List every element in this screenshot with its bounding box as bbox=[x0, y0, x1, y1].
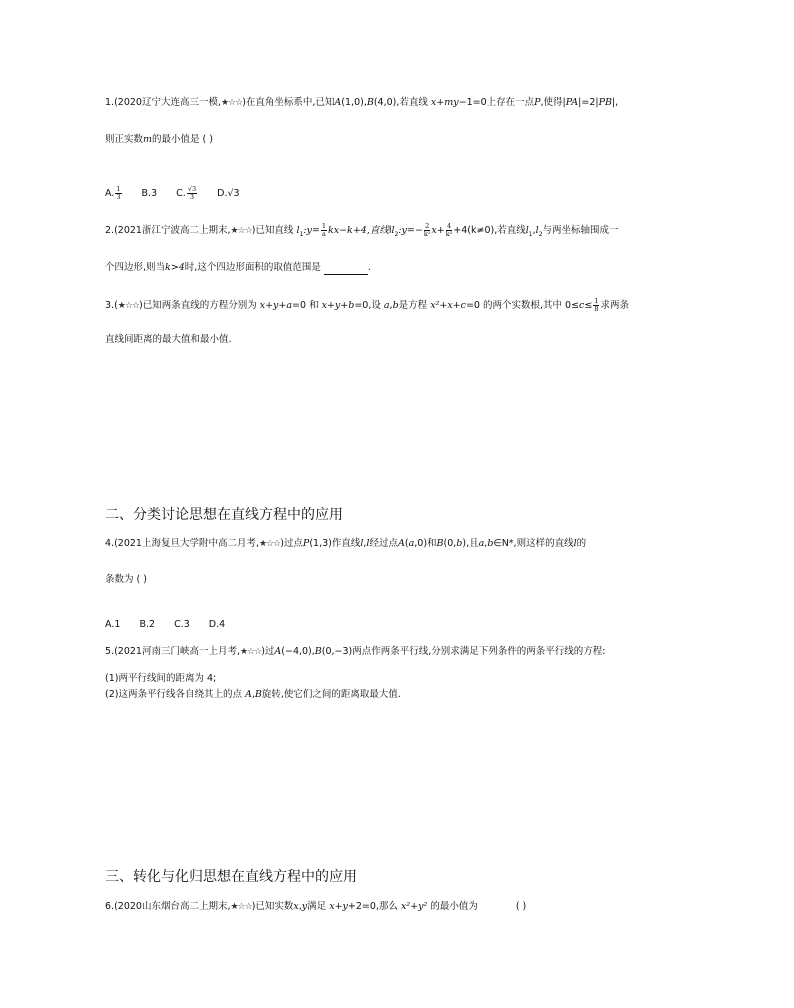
question-5-sub-1: (1)两平行线间的距离为 4; bbox=[105, 673, 217, 684]
question-4-line-1: 4.(2021上海复旦大学附中高二月考,★☆☆)过点P(1,3)作直线l,l经过点A(a,0)和B(0,b),且a,b∈N*,则这样的直线l的 bbox=[105, 538, 587, 549]
question-4-options bbox=[105, 618, 241, 632]
question-1-options bbox=[105, 186, 256, 201]
question-5-sub-2: (2)这两条平行线各自绕其上的点 A,B旋转,使它们之间的距离取最大值. bbox=[105, 689, 401, 700]
difficulty-star-icon: ★☆☆ bbox=[117, 301, 139, 311]
question-1-line-2: 则正实数m的最小值是 ( ) bbox=[105, 134, 213, 145]
section-heading-3: 三、转化与化归思想在直线方程中的应用 bbox=[105, 869, 357, 885]
difficulty-star-icon: ★☆☆ bbox=[220, 98, 243, 108]
difficulty-star-icon: ★☆☆ bbox=[239, 647, 262, 657]
option-c: C. $\frac{√3}{3}$ bbox=[176, 185, 197, 201]
section-heading-2: 二、分类讨论思想在直线方程中的应用 bbox=[105, 507, 343, 523]
question-2-line-1: 2.(2021浙江宁波高二上期末,★☆☆)已知直线 $l_1:y=$ $\frac{1}{a}$ kx−k+4,直线$ll_2:y=-$ $\frac{2}{\text{k²}}$ x+ $\frac{4}{\text{k²}}$ +4(k≠0),若直线$l_1,l_2$与两坐标轴围成一 bbox=[105, 222, 619, 238]
option-c: C.3 bbox=[174, 619, 190, 630]
difficulty-star-icon: ★☆☆ bbox=[258, 539, 281, 549]
question-4-line-2: 条数为 ( ) bbox=[105, 574, 147, 585]
difficulty-star-icon: ★☆☆ bbox=[230, 902, 252, 912]
option-a: A.1 bbox=[105, 619, 121, 630]
option-b: B.2 bbox=[139, 619, 156, 630]
question-5-line-1: 5.(2021河南三门峡高一上月考,★☆☆)过A(−4,0),B(0,−3)两点作两条平行线,分别求满足下列条件的两条平行线的方程: bbox=[105, 646, 606, 657]
question-6-line-1: 6.(2020山东烟台高二上期末,★☆☆)已知实数x,y满足 x+y+2=0,那么 x²+y² 的最小值为 ( ) bbox=[105, 901, 527, 912]
question-1-line-1: 1.(2020辽宁大连高三一模,★☆☆)在直角坐标系中,已知A(1,0),B(4,0),若直线 x+my−1=0上存在一点P,使得|PA|=2|PB|, bbox=[105, 97, 619, 108]
question-3-line-1: 3.(★☆☆)已知两条直线的方程分别为 x+y+a=0 和 x+y+b=0,设 a,b是方程 x²+x+c=0 的两个实数根,其中 0≤c≤ $\frac{1}{8}$ 求两条 bbox=[105, 297, 629, 313]
option-d: D.4 bbox=[208, 619, 226, 630]
option-d: D.√3 bbox=[217, 188, 240, 199]
option-b: B.3 bbox=[141, 188, 158, 199]
option-a: A. $\frac{1}{3}$ bbox=[105, 185, 121, 201]
difficulty-star-icon: ★☆☆ bbox=[230, 226, 252, 236]
answer-blank[interactable] bbox=[324, 264, 368, 275]
question-2-line-2: 个四边形,则当k>4时,这个四边形面积的取值范围是 . bbox=[105, 262, 371, 273]
question-3-line-2: 直线间距离的最大值和最小值. bbox=[105, 334, 232, 345]
